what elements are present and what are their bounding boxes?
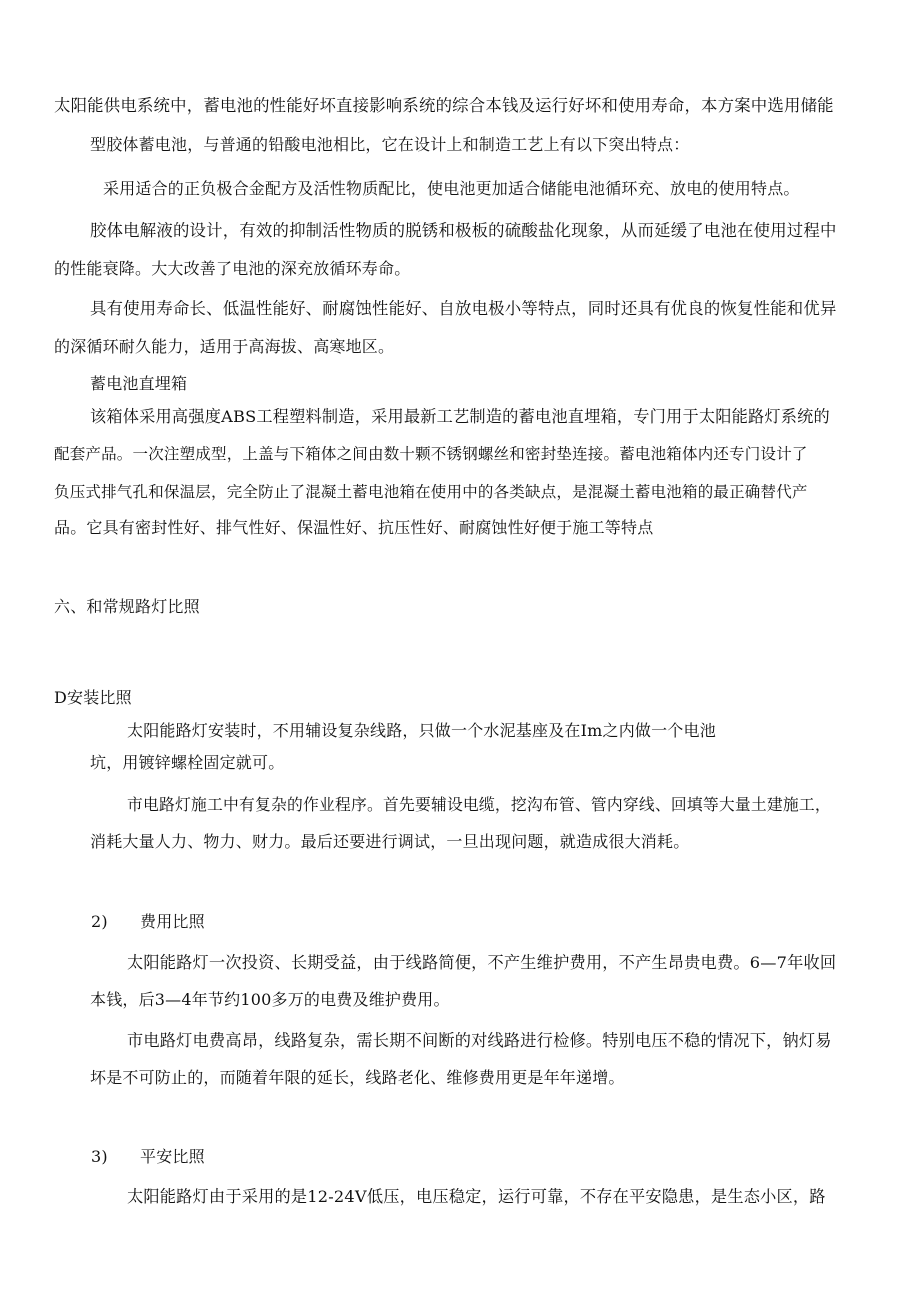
- paragraph-line: 坑，用镀锌螺栓固定就可。: [90, 753, 285, 772]
- subsection-heading: 费用比照: [140, 912, 205, 931]
- paragraph-line: 具有使用寿命长、低温性能好、耐腐蚀性能好、自放电极小等特点，同时还具有优良的恢复性能和优异: [90, 299, 837, 318]
- paragraph-line: 品。它具有密封性好、排气性好、保温性好、抗压性好、耐腐蚀性好便于施工等特点: [54, 518, 654, 537]
- paragraph-line: 消耗大量人力、物力、财力。最后还要进行调试，一旦出现问题，就造成很大消耗。: [90, 832, 690, 851]
- paragraph-line: 坏是不可防止的，而随着年限的延长，线路老化、维修费用更是年年递增。: [90, 1068, 625, 1087]
- subsection-heading: D安装比照: [54, 688, 132, 707]
- paragraph-line: 的性能衰降。大大改善了电池的深充放循环寿命。: [54, 259, 411, 278]
- subsection-heading: 平安比照: [140, 1147, 205, 1166]
- paragraph-line: 该箱体采用高强度ABS工程塑料制造，采用最新工艺制造的蓄电池直埋箱，专门用于太阳能路灯系统的: [90, 407, 830, 426]
- paragraph-line: 太阳能路灯由于采用的是12-24V低压，电压稳定，运行可靠，不存在平安隐患，是生态小区，路: [127, 1187, 826, 1206]
- paragraph-line: 负压式排气孔和保温层，完全防止了混凝土蓄电池箱在使用中的各类缺点，是混凝土蓄电池箱的最正确替代产: [54, 483, 808, 501]
- subsection-number: 2): [91, 912, 108, 931]
- section-heading: 六、和常规路灯比照: [54, 597, 200, 616]
- paragraph-line: 太阳能路灯一次投资、长期受益，由于线路简便，不产生维护费用，不产生昂贵电费。6—7年收回: [127, 953, 837, 972]
- paragraph-line: 采用适合的正负极合金配方及活性物质配比，使电池更加适合储能电池循环充、放电的使用特点。: [103, 179, 800, 198]
- paragraph-line: 型胶体蓄电池，与普通的铅酸电池相比，它在设计上和制造工艺上有以下突出特点：: [90, 135, 690, 154]
- paragraph-line: 的深循环耐久能力，适用于高海拔、高寒地区。: [54, 337, 395, 356]
- paragraph-line: 配套产品。一次注塑成型，上盖与下箱体之间由数十颗不锈钢螺丝和密封垫连接。蓄电池箱体内还专门设计了: [54, 445, 808, 463]
- subheading: 蓄电池直埋箱: [90, 374, 188, 393]
- paragraph-line: 太阳能供电系统中，蓄电池的性能好坏直接影响系统的综合本钱及运行好坏和使用寿命，本方案中选用储能: [54, 96, 834, 115]
- paragraph-line: 市电路灯施工中有复杂的作业程序。首先要辅设电缆，挖沟布管、管内穿线、回填等大量土建施工，: [127, 795, 831, 814]
- paragraph-line: 市电路灯电费高昂，线路复杂，需长期不间断的对线路进行检修。特别电压不稳的情况下，钠灯易: [127, 1031, 832, 1050]
- paragraph-line: 本钱，后3—4年节约100多万的电费及维护费用。: [90, 990, 450, 1009]
- subsection-number: 3): [91, 1147, 108, 1166]
- paragraph-line: 太阳能路灯安装时，不用辅设复杂线路，只做一个水泥基座及在Im之内做一个电池: [127, 721, 716, 740]
- paragraph-line: 胶体电解液的设计，有效的抑制活性物质的脱锈和极板的硫酸盐化现象，从而延缓了电池在使用过程中: [90, 221, 837, 240]
